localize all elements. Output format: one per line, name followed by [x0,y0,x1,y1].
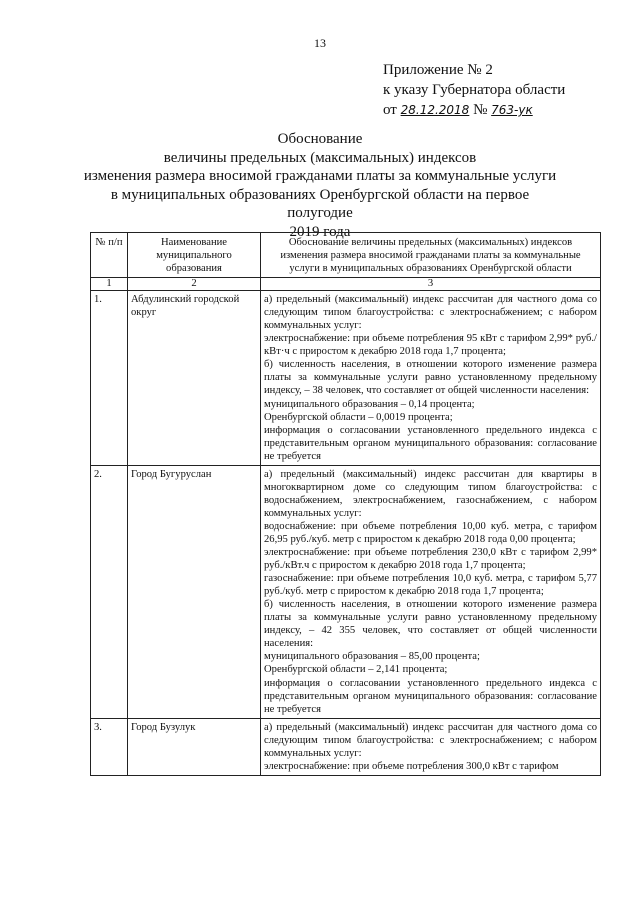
number-prefix: № [473,102,488,118]
justification-line: Оренбургской области – 2,141 процента; [264,664,448,676]
annex-block [383,60,565,120]
justification-line: муниципального образования – 85,00 процента; [264,651,480,663]
municipality-name: Абдулинский городской округ [128,291,261,466]
justification-table [90,232,601,776]
header-number: № п/п [91,233,128,278]
header-municipality: Наименование муниципального образования [128,233,261,278]
justification-line: водоснабжение: при объеме потребления 10,00 куб. метра, с тарифом 26,95 руб./куб. метр с приростом к декабрю 2018 года 0,00 процента; [264,520,597,545]
justification-line: электроснабжение: при объеме потребления 95 кВт с тарифом 2,99* руб./кВт·ч с приростом к декабрю 2018 года 1,7 процента; [264,333,597,358]
handwritten-number: 763-ук [491,103,533,117]
row-number: 1. [91,291,128,466]
justification-line: электроснабжение: при объеме потребления 300,0 кВт с тарифом [264,760,559,772]
row-number: 2. [91,465,128,718]
column-index: 3 [261,278,601,291]
table-header-row [91,233,601,278]
handwritten-date: 28.12.2018 [400,103,470,117]
column-index: 2 [128,278,261,291]
column-index-row [91,278,601,291]
table-row [91,718,601,775]
municipality-name: Город Бузулук [128,718,261,775]
annex-date-line [383,100,565,120]
justification-line: электроснабжение: при объеме потребления 230,0 кВт с тарифом 2,99* руб./кВт.ч с приростом к декабрю 2018 года 1,7 процента; [264,547,597,572]
table-row [91,465,601,718]
justification-line: б) численность населения, в отношении которого изменение размера платы за коммунальные услуги равно установленному предельному индексу, – 42 355 человек, что составляет от общей численности населения: [264,599,597,650]
justification-line: а) предельный (максимальный) индекс рассчитан для квартиры в многоквартирном доме со следующим типом благоустройства: с водоснабжением, электроснабжением, газоснабжением, с набором коммунальных услуг: [264,468,597,519]
title-line: величины предельных (максимальных) индексов [163,149,477,166]
justification-line: газоснабжение: при объеме потребления 10,0 куб. метра, с тарифом 5,77 руб./куб. метр с приростом к декабрю 2018 года 1,7 процента; [264,573,597,598]
title-line: в муниципальных образованиях Оренбургской области на первое полугодие [110,186,530,221]
table-row [91,291,601,466]
municipality-name: Город Бугуруслан [128,465,261,718]
justification-line: б) численность населения, в отношении которого изменение размера платы за коммунальные услуги равно установленному предельному индексу, – 38 человек, что составляет от общей численности населения: [264,359,597,397]
header-justification: Обоснование величины предельных (максимальных) индексов изменения размера вносимой гражданами платы за коммунальные услуги в муниципальных образованиях Оренбургской области [261,233,601,278]
date-prefix: от [383,102,397,118]
justification-cell [261,718,601,775]
annex-subtitle: к указу Губернатора области [383,82,566,98]
justification-cell [261,465,601,718]
justification-line: информация о согласовании установленного предельного индекса с представительным органом муниципального образования: согласование не требуется [264,424,597,462]
column-index: 1 [91,278,128,291]
justification-line: а) предельный (максимальный) индекс рассчитан для частного дома со следующим типом благоустройства: с электроснабжением; с набором коммунальных услуг: [264,294,597,332]
row-number: 3. [91,718,128,775]
document-title [80,130,560,241]
justification-cell [261,291,601,466]
justification-line: Оренбургской области – 0,0019 процента; [264,411,453,423]
justification-line: информация о согласовании установленного предельного индекса с представительным органом муниципального образования: согласование не требуется [264,677,597,715]
title-line: Обоснование [277,131,363,147]
annex-title: Приложение № 2 [383,62,493,78]
page-number: 13 [314,36,326,50]
justification-line: а) предельный (максимальный) индекс рассчитан для частного дома со следующим типом благоустройства: с электроснабжением; с набором коммунальных услуг: [264,721,597,759]
title-line: изменения размера вносимой гражданами платы за коммунальные услуги [83,168,557,184]
justification-line: муниципального образования – 0,14 процента; [264,398,475,410]
title-line: 2019 года [289,223,351,240]
